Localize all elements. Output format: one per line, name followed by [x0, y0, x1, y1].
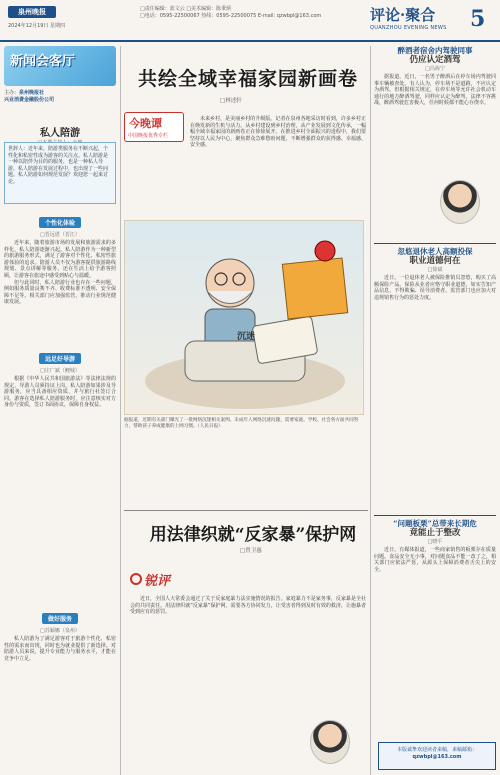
second-headline: 用法律织就“反家暴”保护网 — [149, 525, 357, 545]
article-3-author: □苏颖娜（泉州） — [40, 628, 80, 634]
right-article-2-subtitle: 职业道德何在 — [409, 256, 461, 266]
right-article-1-title: 醉酒者宿舍内驾驶同事 — [397, 46, 473, 55]
right-article-3-author: □晓平 — [427, 539, 443, 545]
sponsor-info: 主办：泉州晚报社 兴业消费金融股份公司 — [4, 90, 55, 103]
right-article-2 — [374, 240, 496, 301]
column-title: 私人陪游 — [40, 128, 80, 139]
right-article-3-subtitle: 竟能止于整改 — [409, 528, 461, 538]
right-divider-2 — [374, 515, 496, 516]
submission-text: 本版诚挚欢迎读者来稿，来稿邮箱： — [396, 747, 477, 753]
author-portrait-photo — [310, 720, 350, 764]
column-divider-right — [370, 46, 371, 775]
section-label — [370, 4, 480, 38]
target-icon — [130, 573, 142, 585]
ruiping-logo: 锐评 — [130, 570, 178, 590]
cartoon-caption: 据报道，近期有关部门曝光了一批网络沉迷相关案例。未成年人网络沉迷问题，需要家庭、学校、社会各方面共同努力，帮助孩子养成健康的上网习惯。（人民日报） — [124, 418, 359, 429]
left-column — [0, 46, 118, 775]
page-header — [0, 0, 500, 42]
right-author-portrait — [440, 180, 480, 224]
article-2-author: □庄广斌（鲤城） — [40, 368, 80, 374]
article-1-body-2: 但与此同时，私人陪游行业也存在一些问题，例如服务质量良莠不齐、收费标准不透明、安全保障不足等。相关部门应加强监管，推动行业规范健康发展。 — [4, 279, 116, 306]
article-1-author: □晋远恩（晋江） — [40, 232, 80, 238]
date-line: 2024年12月19日 星期四 — [8, 23, 66, 29]
paper-logo: 泉州晚报 — [8, 6, 56, 18]
cartoon-sign: 沉迷 — [237, 332, 256, 342]
right-divider-1 — [374, 243, 496, 244]
contact-line-1: □责任编辑：蓝文云 □美术编辑：陈秉炳 — [140, 6, 232, 12]
right-article-2-title: 忽悠退休老人高额投保 — [397, 247, 473, 256]
second-article-body: 近日，全国人大常委会通过了关于反家庭暴力法实施情况的报告。家庭暴力不是家务事，反家暴是全社会的共同责任。用法律织就“反家暴”保护网，需要各方协同发力，让受害者得到及时有效的救济，让施暴者受到应有的惩罚。 — [130, 596, 366, 616]
right-article-2-author: □徐斌 — [427, 267, 443, 273]
cartoon-illustration — [124, 220, 364, 415]
article-1-body: 近年来，随着旅游市场的发展和旅游需求的多样化，私人陪游逐渐兴起。私人陪游作为一种新型的旅游服务形式，满足了游客对个性化、私密性旅游体验的追求。陪游人员不仅为游客提供旅游路线规划、景点讲解等服务，还在生活上给予游客照顾，让游客在旅途中感受到贴心与温暖。 — [4, 240, 116, 279]
article-3 — [4, 606, 116, 662]
header-contact — [140, 6, 340, 20]
column-stamp-logo: 今晚谭 中国晚报优秀专栏 — [124, 112, 184, 142]
news-lounge-banner: 新闻会客厅 — [4, 46, 116, 86]
main-article-body: 未来乡村，是美丽乡村的升级版。记者在泉州各地采访时看到，许多乡村正在焕发新的生机与活力。从乡村建设到乡村治理，从产业发展到文化传承，一幅幅全域幸福家园的新画卷正在徐徐展开。在推进乡村全面振兴的进程中，我们要坚持以人民为中心，聚焦群众急难愁盼问题，不断增强群众的获得感、幸福感、安全感。 — [190, 116, 366, 149]
article-2-body: 根据《中华人民共和国旅游法》等法律法规的规定，导游人员须持证上岗。私人陪游如果涉及导游服务，应当具备相应资质，并与旅行社签订合同。游客在选择私人陪游服务时，应注意核实对方身份与资质，签订书面协议，保障自身权益。 — [4, 376, 116, 409]
main-author: □林述轩 — [220, 98, 242, 104]
right-article-2-body: 近日，一位退休老人被保险推销员忽悠，购买了高额保险产品。保险从业者应恪守职业道德，如实告知产品信息，不得欺骗、误导消费者。监管部门也应加大对违规销售行为的惩处力度。 — [374, 275, 496, 301]
submission-notice — [378, 742, 496, 770]
page-number: 5 — [470, 6, 486, 32]
section-en: QUANZHOU EVENING NEWS — [370, 25, 447, 31]
article-1 — [4, 210, 116, 306]
right-article-3 — [374, 512, 496, 573]
article-3-body: 私人陪游为了满足游客对于旅游个性化、私密性的需求而出现，同时也为就业提供了新选择。对陪游人员来说，提升专业能力与服务水平，才能在竞争中立足。 — [4, 636, 116, 662]
right-column — [374, 46, 496, 107]
article-2 — [4, 346, 116, 409]
right-article-3-title: “问题板栗”总带来长期危 — [393, 519, 477, 528]
right-article-1-author: □冯海宁 — [425, 66, 445, 72]
column-divider-left — [120, 46, 121, 775]
main-headline: 共绘全域幸福家园新画卷 — [137, 68, 358, 90]
contact-line-2: □电话：0595-22500067 热线：0595-22500075 E-mail: qzwbpl@163.com — [140, 13, 322, 19]
section-title: 评论·聚合 — [370, 6, 436, 24]
article-3-heading: 做好服务 — [42, 613, 78, 624]
article-1-heading: 个性化体验 — [39, 217, 81, 228]
right-article-3-body: 近日，有媒体报道，一些商家销售的板栗存在质量问题。食品安全无小事，对问题食品不能一改了之，相关部门应依法严惩，从源头上保障消费者舌尖上的安全。 — [374, 547, 496, 573]
submission-email[interactable]: qzwbpl@163.com — [412, 754, 462, 760]
intro-quote-box: 世辞人：近年来，陪游类服务在不断兴起，个性化和私密性成为游客的关注点。私人陪游是一种以陪伴为目的的服务，也是一种私人导游。私人陪游在发展过程中，也出现了一些问题。私人陪游如何规范发展？欢迎您一起来讨论。 — [4, 142, 116, 204]
cartoon-drawing — [125, 221, 364, 415]
right-article-1-body: 据报道，近日，一名男子醉酒后在停车场内驾驶同事车辆被查处。有人认为，停车场不是道路，不应认定为酒驾。但根据相关规定，在停车场等允许社会机动车通行的地方醉酒驾驶，同样应认定为醉驾。法律不容挑战，醉酒驾驶危害极大，任何时候都不能心存侥幸。 — [374, 74, 496, 107]
right-article-1-subtitle: 仍应认定酒驾 — [409, 55, 461, 65]
second-author: □曾卫惠 — [240, 548, 262, 554]
section-divider — [124, 510, 368, 511]
article-2-heading: 远足好导游 — [39, 353, 81, 364]
